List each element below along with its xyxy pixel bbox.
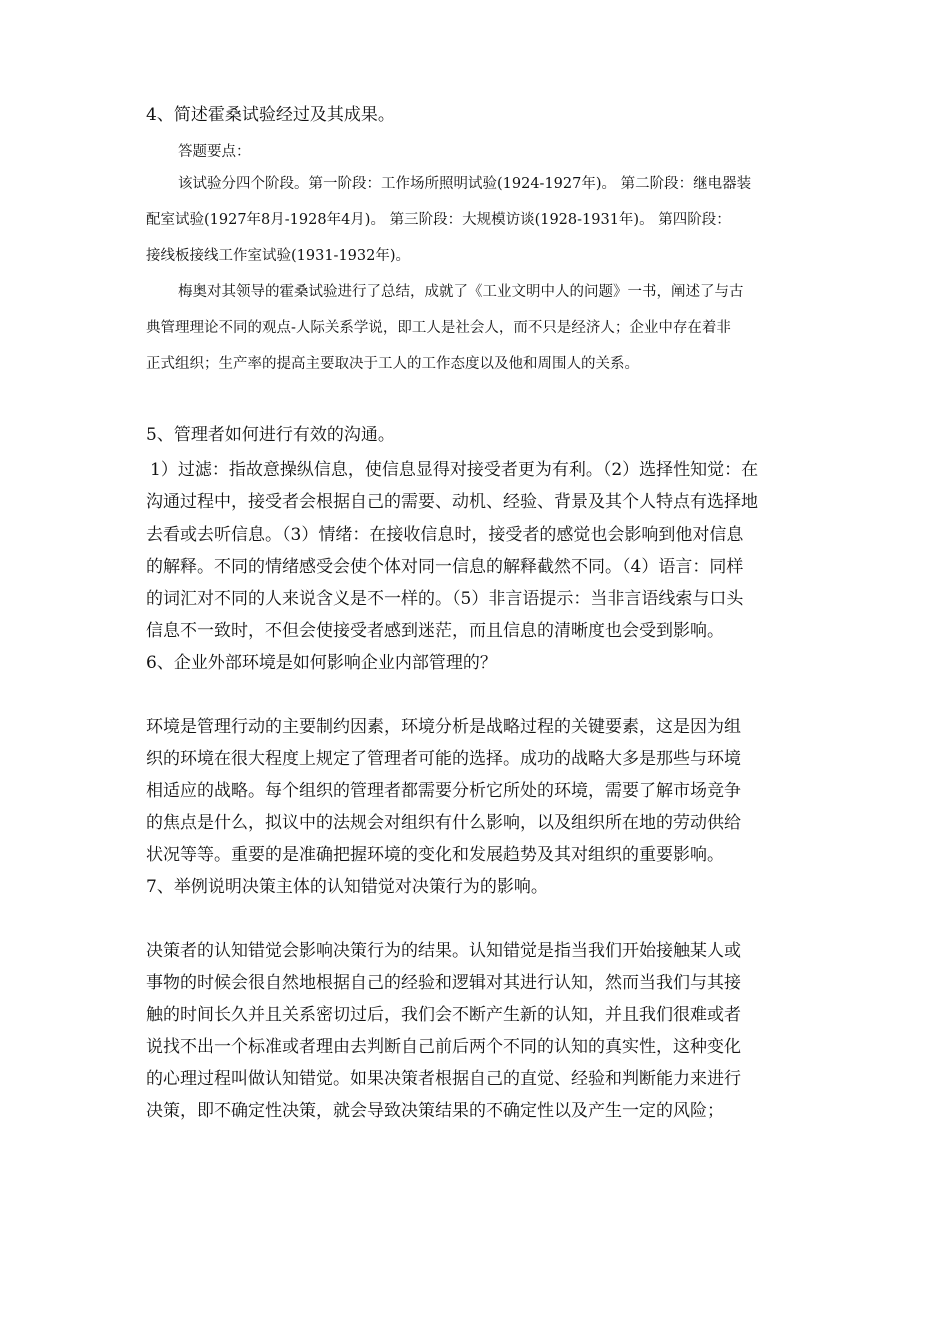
q4-p1-line: 接线板接线工作室试验(1931-1932年)。 bbox=[146, 248, 411, 264]
q6-answer-line: 环境是管理行动的主要制约因素，环境分析是战略过程的关键要素，这是因为组 bbox=[146, 717, 741, 737]
q5-answer-line: 沟通过程中，接受者会根据自己的需要、动机、经验、背景及其个人特点有选择地 bbox=[146, 492, 758, 512]
q4-p2-line: 正式组织；生产率的提高主要取决于工人的工作态度以及他和周围人的关系。 bbox=[146, 356, 639, 372]
q4-p1-line: 配室试验(1927年8月-1928年4月)。 第三阶段：大规模访谈(1928-1931年)。 第四阶段： bbox=[146, 212, 731, 228]
q7-answer-line: 的心理过程叫做认知错觉。如果决策者根据自己的直觉、经验和判断能力来进行 bbox=[146, 1069, 741, 1089]
q4-p2-line: 梅奥对其领导的霍桑试验进行了总结，成就了《工业文明中人的问题》一书，阐述了与古 bbox=[178, 284, 744, 300]
q6-title: 6、企业外部环境是如何影响企业内部管理的？ bbox=[146, 653, 497, 673]
q5-answer-line: 的词汇对不同的人来说含义是不一样的。（5）非言语提示：当非言语线索与口头 bbox=[146, 589, 744, 609]
q7-title: 7、举例说明决策主体的认知错觉对决策行为的影响。 bbox=[146, 877, 548, 897]
q5-answer-line: 去看或去听信息。（3）情绪：在接收信息时，接受者的感觉也会影响到他对信息 bbox=[146, 525, 744, 545]
q5-answer-line: 信息不一致时，不但会使接受者感到迷茫，而且信息的清晰度也会受到影响。 bbox=[146, 621, 724, 641]
q7-answer-line: 决策，即不确定性决策，就会导致决策结果的不确定性以及产生一定的风险； bbox=[146, 1101, 724, 1121]
q7-answer-line: 触的时间长久并且关系密切过后，我们会不断产生新的认知，并且我们很难或者 bbox=[146, 1005, 741, 1025]
q4-p1-line: 该试验分四个阶段。第一阶段：工作场所照明试验(1924-1927年)。 第二阶段：继电器装 bbox=[178, 176, 752, 192]
q4-p2-line: 典管理理论不同的观点-人际关系学说，即工人是社会人，而不只是经济人；企业中存在着非 bbox=[146, 320, 731, 336]
q6-answer-line: 相适应的战略。每个组织的管理者都需要分析它所处的环境，需要了解市场竞争 bbox=[146, 781, 741, 801]
q4-answer-heading: 答题要点： bbox=[178, 144, 251, 160]
q7-answer-line: 说找不出一个标准或者理由去判断自己前后两个不同的认知的真实性，这种变化 bbox=[146, 1037, 741, 1057]
q5-answer-line: 的解释。不同的情绪感受会使个体对同一信息的解释截然不同。（4）语言：同样 bbox=[146, 557, 744, 577]
q4-title: 4、简述霍桑试验经过及其成果。 bbox=[146, 105, 395, 125]
q5-answer-line: 1）过滤：指故意操纵信息，使信息显得对接受者更为有利。（2）选择性知觉：在 bbox=[150, 460, 759, 480]
q5-title: 5、管理者如何进行有效的沟通。 bbox=[146, 425, 395, 445]
q7-answer-line: 决策者的认知错觉会影响决策行为的结果。认知错觉是指当我们开始接触某人或 bbox=[146, 941, 741, 961]
q7-answer-line: 事物的时候会很自然地根据自己的经验和逻辑对其进行认知，然而当我们与其接 bbox=[146, 973, 741, 993]
q6-answer-line: 织的环境在很大程度上规定了管理者可能的选择。成功的战略大多是那些与环境 bbox=[146, 749, 741, 769]
q6-answer-line: 状况等等。重要的是准确把握环境的变化和发展趋势及其对组织的重要影响。 bbox=[146, 845, 724, 865]
q6-answer-line: 的焦点是什么，拟议中的法规会对组织有什么影响，以及组织所在地的劳动供给 bbox=[146, 813, 741, 833]
